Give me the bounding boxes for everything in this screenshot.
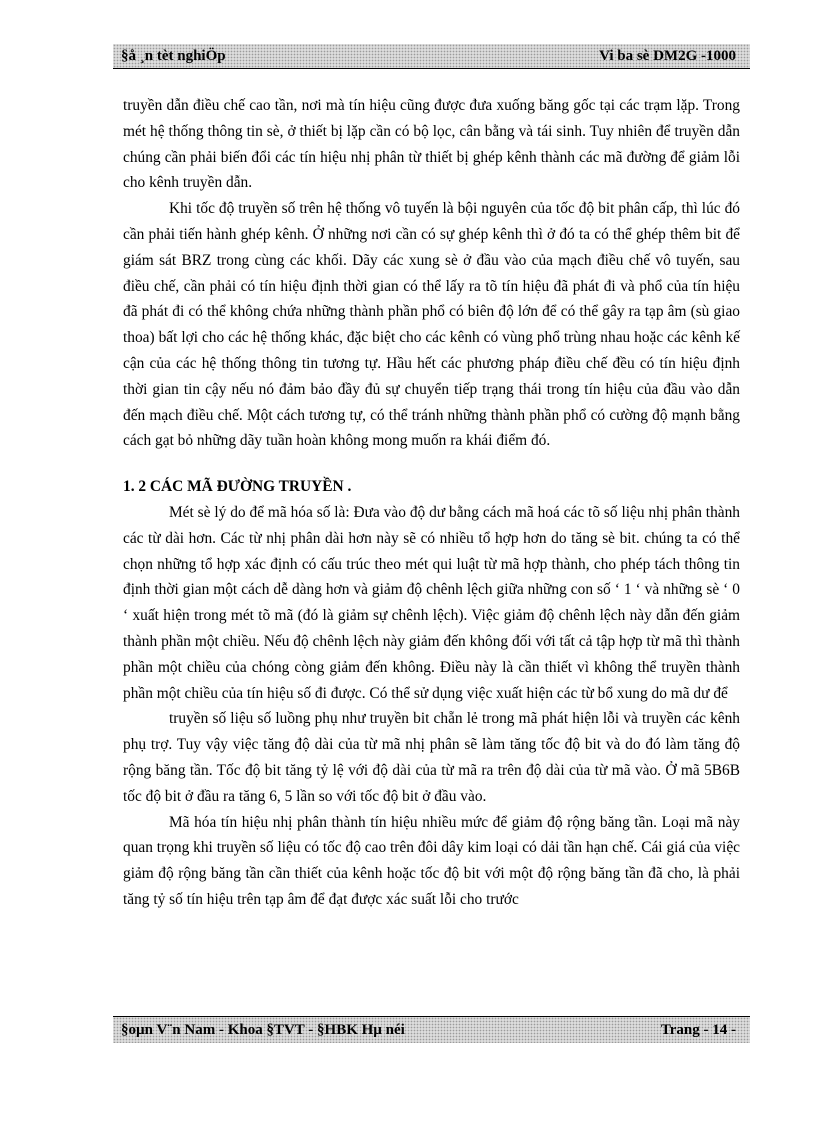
paragraph-1: truyền dẫn điều chế cao tần, nơi mà tín hiệu cũng được đưa xuống băng gốc tại các trạm lặp. Trong mét hệ thống thông tin sè, ở thiết bị lặp cần có bộ lọc, cân bằng và tái sinh. Tuy nhiên để truyền dẫn chúng cần phải biến đổi các tín hiệu nhị phân từ thiết bị ghép kênh thành các mã đường để giảm lỗi cho kênh truyền dẫn. [123,97,740,192]
footer-page-number: Trang - 14 - [660,1021,736,1038]
paragraph-3: Mét sè lý do để mã hóa số là: Đưa vào độ dư bằng cách mã hoá các tõ số liệu nhị phân thành các từ dài hơn. Các từ nhị phân dài hơn này sẽ có nhiều tổ hợp hơn do tăng sè bit. chúng ta có thể chọn những tổ hợp xác định có cấu trúc theo mét qui luật từ mã hợp thành, cho phép tách thông tin định thời gian một cách dễ dàng hơn và giảm độ chênh lệch giữa những con số ‘ 1 ‘ và những sè ‘ 0 ‘ xuất hiện trong mét tõ mã (đó là giảm sự chênh lệch). Việc giảm độ chênh lệch này dẫn đến giảm thành phần một chiều. Nếu độ chênh lệch này giảm đến không đối với tất cả tập hợp từ mã thì thành phần một chiều của chóng còng giảm đến không. Điều này là cần thiết vì không thể truyền thành phần một chiều của tín hiệu số đi được. Có thể sử dụng việc xuất hiện các từ bổ xung do mã dư để [123,503,740,702]
page-header [113,44,750,69]
paragraph-5: Mã hóa tín hiệu nhị phân thành tín hiệu nhiều mức để giảm độ rộng băng tần. Loại mã này quan trọng khi truyền số liệu có tốc độ cao trên đôi dây kim loại có dải tần hạn chế. Cái giá của việc giảm độ rộng băng tần cần thiết của kênh hoặc tốc độ bit với một độ rộng băng tần đã cho, là phải tăng tỷ số tín hiệu trên tạp âm để đạt được xác suất lỗi cho trước [123,813,740,908]
page-body [123,93,740,913]
paragraph-2: Khi tốc độ truyền số trên hệ thống vô tuyến là bội nguyên của tốc độ bit phân cấp, thì lúc đó cần phải tiến hành ghép kênh. Ở những nơi cần có sự ghép kênh thì ở đó ta có thể ghép thêm bit để giám sát BRZ trong cùng các khối. Dãy các xung sè ở đầu vào của mạch điều chế vô tuyến, sau điều chế, cần phải có tín hiệu định thời gian có thể lấy ra tõ tín hiệu đã phát đi và phổ của tín hiệu đã phát đi có thể không chứa những thành phần phổ có biên độ lớn để có thể gây ra tạp âm (sù giao thoa) bất lợi cho các hệ thống khác, đặc biệt cho các kênh có vùng phổ trùng nhau hoặc các kênh kế cận của các hệ thống thông tin tương tự. Hầu hết các phương pháp điều chế đều có tín hiệu định thời gian tin cậy nếu nó đảm bảo đầy đủ sự chuyển tiếp trạng thái trong tín hiệu của đầu vào dẫn đến mạch điều chế. Một cách tương tự, có thể tránh những thành phần phổ có cường độ mạnh bằng cách gạt bỏ những dãy tuần hoàn không mong muốn ra khái điểm đó. [123,200,740,450]
header-document-title: §å ¸n tèt nghiÖp [121,47,226,64]
page-footer [113,1016,750,1043]
paragraph-4: truyền số liệu số luồng phụ như truyền bit chẵn lẻ trong mã phát hiện lỗi và truyền các kênh phụ trợ. Tuy vậy việc tăng độ dài của từ mã nhị phân sẽ làm tăng tốc độ bit và do đó làm tăng độ rộng băng tần. Tốc độ bit tăng tỷ lệ với độ dài của từ mã ra trên độ dài của từ mã vào. Ở mã 5B6B tốc độ bit ở đầu ra tăng 6, 5 lần so với tốc độ bit ở đầu vào. [123,710,740,805]
footer-author: §oµn V¨n Nam - Khoa §TVT - §HBK Hµ néi [121,1021,405,1038]
header-section-title: Vi ba sè DM2G -1000 [599,47,736,64]
section-heading: 1. 2 CÁC MÃ ĐƯỜNG TRUYỀN . [123,478,352,496]
